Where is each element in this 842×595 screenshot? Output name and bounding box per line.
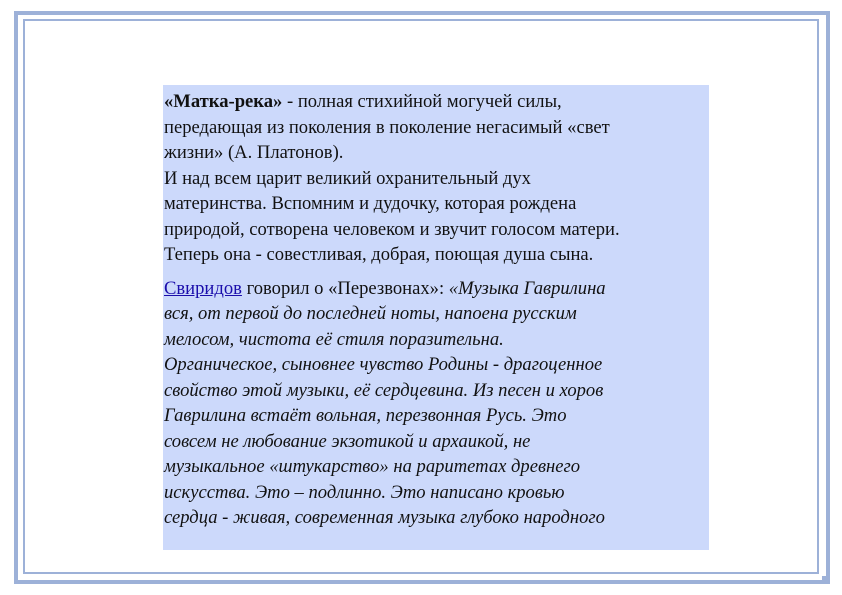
text-line (164, 276, 709, 302)
frame-corner-bottom-left (14, 576, 18, 580)
quote-line: сердца - живая, современная музыка глубоко народного (164, 507, 605, 528)
quote-line: Гаврилина встаёт вольная, перезвонная Русь. Это (164, 405, 567, 426)
paragraph-sviridov-quote (164, 276, 709, 531)
text-line: И над всем царит великий охранительный дух (164, 167, 531, 189)
paragraph-matka-reka (164, 89, 709, 268)
text-box (163, 85, 709, 550)
text-line: природой, сотворена человеком и звучит голосом матери. (164, 218, 620, 240)
text-line: Теперь она - совестливая, добрая, поющая душа сына. (164, 244, 594, 265)
quote-segment: «Музыка Гаврилина (448, 277, 606, 299)
frame-corner-top-left (14, 11, 18, 15)
frame-corner-top-right (822, 11, 826, 15)
quote-line: искусства. Это – подлинно. Это написано кровью (164, 481, 565, 503)
quote-line: мелосом, чистота её стиля поразительна. (164, 328, 504, 350)
quote-line: свойство этой музыки, её сердцевина. Из песен и хоров (164, 379, 604, 401)
quote-line: совсем не любование экзотикой и архаикой, не (164, 430, 531, 452)
text-line (164, 89, 709, 115)
sviridov-link[interactable]: Свиридов (164, 277, 242, 299)
bold-term: «Матка-река» (164, 91, 283, 112)
text-segment: - полная стихийной могучей силы, (282, 91, 562, 112)
quote-line: музыкальное «штукарство» на раритетах древнего (164, 456, 581, 477)
quote-line: вся, от первой до последней ноты, напоена русским (164, 303, 577, 324)
frame-corner-bottom-right (822, 576, 826, 580)
text-segment: говорил о «Перезвонах»: (241, 277, 449, 299)
text-line: жизни» (А. Платонов). (164, 142, 344, 163)
text-line: материнства. Вспомним и дудочку, которая рождена (164, 193, 577, 214)
text-line: передающая из поколения в поколение негасимый «свет (164, 116, 610, 138)
quote-line: Органическое, сыновнее чувство Родины - драгоценное (164, 354, 603, 375)
